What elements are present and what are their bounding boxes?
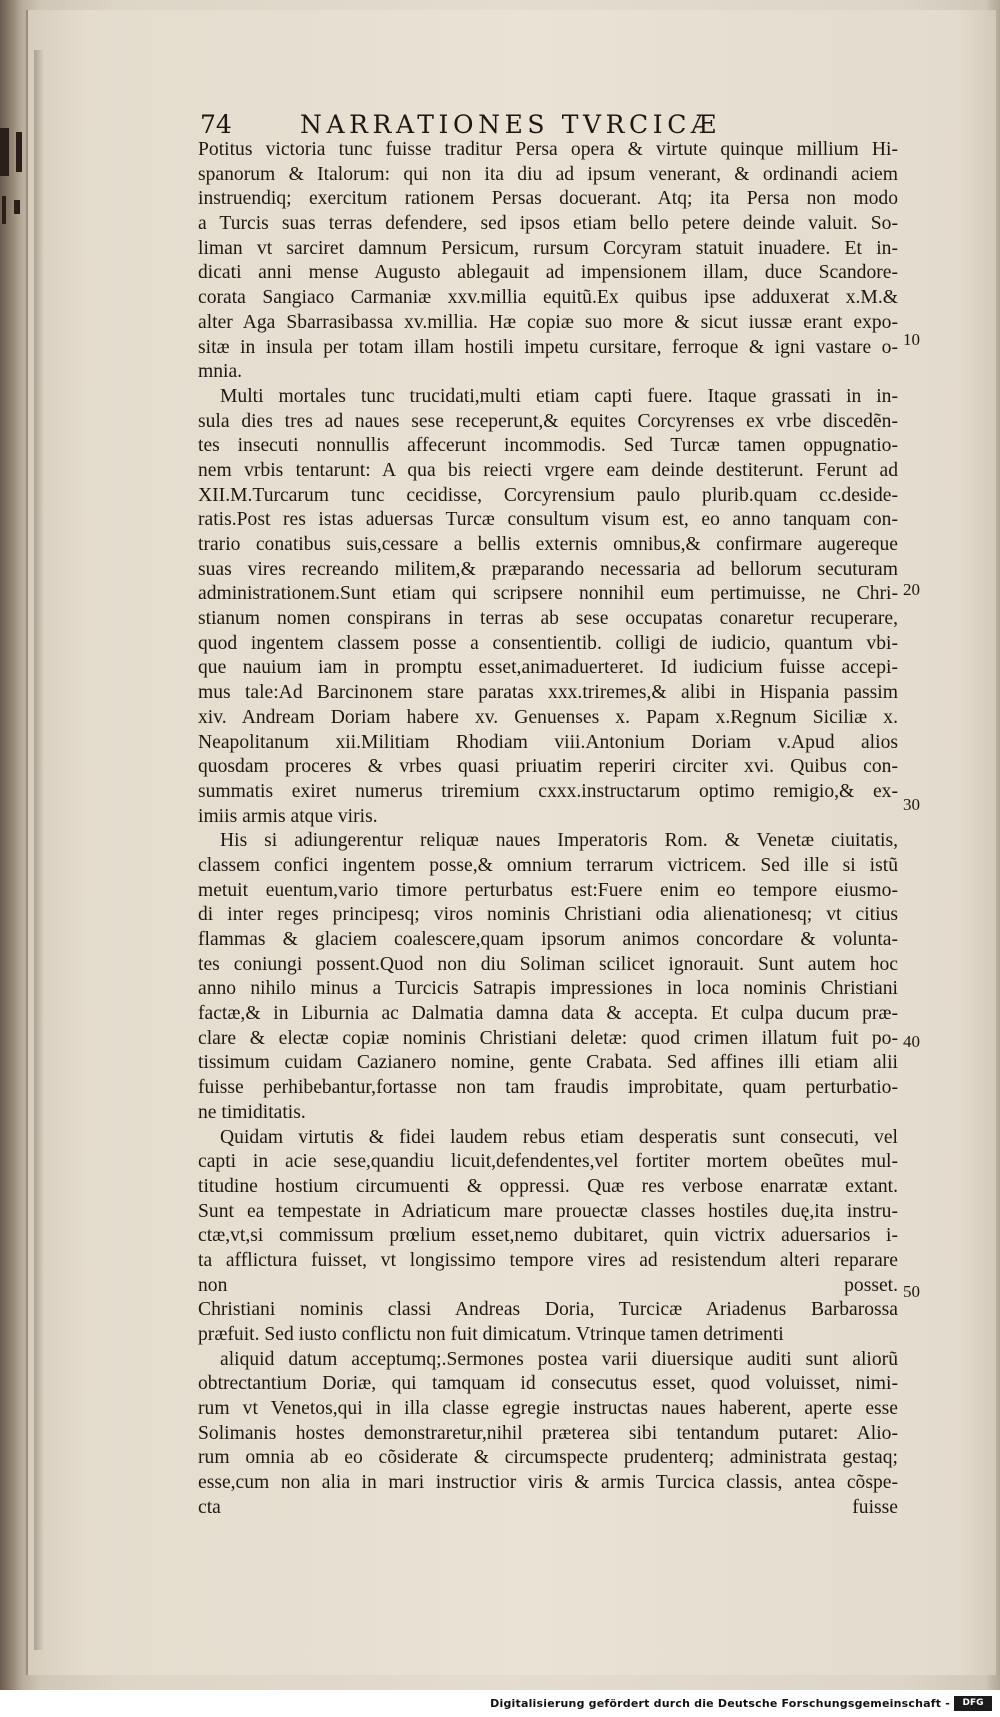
text-line: clare & electæ copiæ nominis Christiani deletæ: quod crimen illatum fuit po- — [198, 1027, 898, 1049]
facing-page-bleed — [0, 128, 9, 176]
text-line: quod ingentem classem posse a consentientib. colligi de iudicio, quantum vbi- — [198, 632, 898, 654]
text-line: ta afflictura fuisset, vt longissimo tempore vires ad resistendum alteri reparare — [198, 1249, 898, 1271]
text-line: que nauium iam in promptu esset,animaduerteret. Id iudicium fuisse accepi- — [198, 657, 898, 679]
text-line: tes coniungi possent.Quod non diu Soliman scilicet ignorauit. Sunt autem hoc — [198, 953, 898, 975]
text-line: non posset. — [198, 1274, 898, 1296]
text-line: Multi mortales tunc trucidati,multi etiam capti fuere. Itaque grassati in in- — [220, 385, 898, 407]
text-line: corata Sangiaco Carmaniæ xxv.millia equitũ.Ex quibus ipse adduxerat x.M.& — [198, 287, 898, 309]
text-line: di inter reges principesq; viros nominis Christiani odia alienationesq; vt citius — [198, 904, 898, 926]
text-line: sula dies tres ad naues sese receperunt,& equites Corcyrenses ex vrbe discedẽn- — [198, 410, 898, 432]
facing-page-bleed — [14, 200, 20, 214]
text-line: summatis exiret numerus triremium cxxx.instructarum optimo remigio,& ex- — [198, 780, 898, 802]
page-number: 74 — [200, 110, 232, 139]
page-gutter-shadow — [34, 50, 44, 1650]
margin-line-number: 30 — [903, 795, 920, 814]
text-line: imiis armis atque viris. — [198, 805, 378, 827]
text-line: fuisse perhibebantur,fortasse non tam fraudis improbitate, quam perturbatio- — [198, 1077, 898, 1099]
text-line: Solimanis hostes demonstraretur,nihil præterea sibi tentandum putaret: Alio- — [198, 1422, 898, 1444]
text-line: nem vrbis tentarunt: A qua bis reiecti vrgere eam deinde destiterunt. Ferunt ad — [198, 459, 898, 481]
digitization-footer — [0, 1690, 1000, 1717]
text-line: Sunt ea tempestate in Adriaticum mare prouectæ classes hostiles duę,ita instru- — [198, 1200, 898, 1222]
text-line: obtrectantium Doriæ, qui tamquam id consecutus esset, quod voluisset, nimi- — [198, 1373, 898, 1395]
text-line: a Turcis suas terras defendere, sed ipsos etiam bello petere deinde valuit. So- — [198, 213, 898, 235]
dfg-logo: DFG — [954, 1696, 992, 1711]
text-line: tissimum cuidam Cazianero nomine, gente Crabata. Sed affines illi etiam alii — [198, 1052, 898, 1074]
text-line: cta fuisse — [198, 1496, 898, 1518]
margin-line-number: 10 — [903, 330, 920, 349]
text-line: liman vt sarciret damnum Persicum, rursum Corcyram statuit inuadere. Et in- — [198, 237, 898, 259]
text-line: rum vt Venetos,qui in illa classe egregie instructas naues haberent, aperte esse — [198, 1398, 898, 1420]
text-line: classem confici ingentem posse,& omnium terrarum victricem. Sed ille si istũ — [198, 854, 898, 876]
text-line: spanorum & Italorum: qui non ita diu ad ipsum venerant, & ordinandi aciem — [198, 163, 898, 185]
text-line: Christiani nominis classi Andreas Doria, Turcicæ Ariadenus Barbarossa — [198, 1299, 898, 1321]
text-line: ne timiditatis. — [198, 1101, 306, 1123]
text-line: stianum nomen conspirans in terras ab sese occupatas conaretur recuperare, — [198, 608, 898, 630]
text-line: Neapolitanum xii.Militiam Rhodiam viii.Antonium Doriam v.Apud alios — [198, 731, 898, 753]
margin-line-number: 20 — [903, 580, 920, 599]
text-line: Potitus victoria tunc fuisse traditur Persa opera & virtute quinque millium Hi- — [198, 139, 898, 160]
text-line: dicati anni mense Augusto ablegauit ad impensionem illam, duce Scandore- — [198, 262, 898, 284]
text-line: tes insecuti nonnullis affecerunt incommodis. Sed Turcæ tamen oppugnatio- — [198, 435, 898, 457]
footer-credit: Digitalisierung gefördert durch die Deutsche Forschungsgemeinschaft - — [490, 1697, 950, 1710]
body-text — [198, 138, 898, 1521]
text-line: XII.M.Turcarum tunc cecidisse, Corcyrensium paulo plurib.quam cc.deside- — [198, 484, 898, 506]
text-line: mus tale:Ad Barcinonem stare paratas xxx.triremes,& alibi in Hispania passim — [198, 682, 898, 704]
text-line: capti in acie sese,quandiu licuit,defendentes,vel fortiter mortem obeũtes mul- — [198, 1151, 898, 1173]
text-line: mnia. — [198, 361, 243, 383]
text-line: trario conatibus suis,cessare a bellis externis omnibus,& confirmare augereque — [198, 534, 898, 555]
text-line: aliquid datum acceptumq;.Sermones postea varii diuersique auditi sunt aliorũ — [220, 1348, 898, 1370]
text-line: flammas & glaciem coalescere,quam ipsorum animos concordare & volunta- — [198, 929, 898, 950]
text-line: rum omnia ab eo cõsiderate & circumspecte prudenterq; administrata gestaq; — [198, 1447, 898, 1469]
text-line: His si adiungerentur reliquæ naues Imperatoris Rom. & Venetæ ciuitatis, — [220, 830, 898, 852]
text-line: anno nihilo minus a Turcicis Satrapis impressiones in loca nominis Christiani — [198, 978, 898, 1000]
text-line: ratis.Post res istas aduersas Turcæ consultum visum est, eo anno tanquam con- — [198, 509, 898, 531]
text-line: suas vires recreando militem,& præparando necessaria ad bellorum secuturam — [198, 558, 898, 580]
page-header — [200, 108, 820, 142]
text-line: ctæ,vt,si commissum prœlium esset,nemo dubitaret, quin victrix aduersarios i- — [198, 1225, 898, 1247]
text-line: quosdam proceres & vrbes quasi priuatim reperiri circiter xvi. Quibus con- — [198, 756, 898, 778]
text-line: administrationem.Sunt etiam qui scripsere nonnihil eum pertimuisse, ne Chri- — [198, 583, 898, 605]
text-line: sitæ in insula per totam illam hostili impetu cursitare, ferroque & igni vastare o- — [198, 336, 898, 358]
text-line: alter Aga Sbarrasibassa xv.millia. Hæ copiæ suo more & sicut iussæ erant expo- — [198, 311, 898, 333]
margin-line-number: 50 — [903, 1282, 920, 1301]
text-line: xiv. Andream Doriam habere xv. Genuenses x. Papam x.Regnum Siciliæ x. — [198, 706, 898, 728]
facing-page-bleed — [2, 196, 6, 224]
text-line: factæ,& in Liburnia ac Dalmatia damna data & accepta. Et culpa ducum præ- — [198, 1003, 898, 1025]
text-line: Quidam virtutis & fidei laudem rebus etiam desperatis sunt consecuti, vel — [220, 1126, 898, 1148]
text-line: titudine hostium circumuenti & oppressi. Quæ res verbose enarratæ extant. — [198, 1175, 898, 1197]
text-line: metuit euentum,vario timore perturbatus est:Fuere enim eo tempore eiusmo- — [198, 879, 898, 901]
text-line: præfuit. Sed iusto conflictu non fuit dimicatum. Vtrinque tamen detrimenti — [198, 1324, 784, 1345]
facing-page-bleed — [16, 132, 22, 172]
running-title: NARRATIONES TVRCICÆ — [300, 110, 721, 139]
margin-line-number: 40 — [903, 1032, 920, 1051]
text-line: instruendiq; exercitum rationem Persas docuerant. Atq; ita Persa non modo — [198, 188, 898, 210]
text-line: esse,cum non alia in mari instructior viris & armis Turcica classis, antea cõspe- — [198, 1472, 898, 1494]
